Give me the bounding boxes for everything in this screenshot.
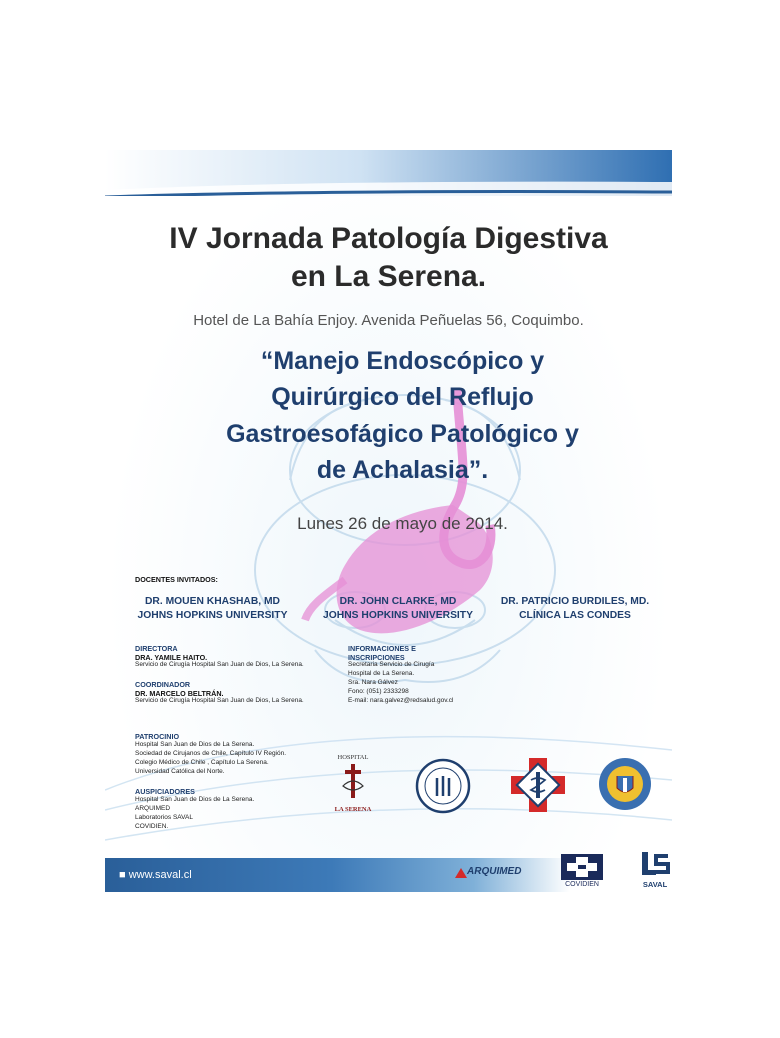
coordinador-detail: Servicio de Cirugía Hospital San Juan de Dios, La Serena.: [135, 697, 304, 704]
informaciones-line-3: Sra. Nara Gálvez: [348, 679, 398, 686]
poster: [105, 150, 672, 892]
subtitle-line-1: “Manejo Endoscópico y: [260, 347, 545, 375]
arquimed-mark-icon: [455, 868, 467, 880]
hospital-logo-top-text: HOSPITAL: [337, 754, 369, 761]
docente-3-affiliation: CLÍNICA LAS CONDES: [519, 609, 631, 621]
event-date: Lunes 26 de mayo de 2014.: [297, 514, 508, 533]
auspiciadores-line-4: COVIDIEN.: [135, 823, 169, 830]
auspiciadores-label: AUSPICIADORES: [135, 787, 195, 796]
auspiciadores-line-1: Hospital San Juan de Dios de La Serena.: [135, 796, 255, 803]
docente-2-name: DR. JOHN CLARKE, MD: [339, 596, 457, 607]
covidien-text: COVIDIEN: [565, 881, 599, 888]
event-title-line-2: en La Serena.: [290, 260, 487, 293]
saval-mark-icon: [642, 852, 670, 878]
patrocinio-line-3: Colegio Médico de Chile , Capítulo La Serena.: [135, 759, 269, 766]
covidien-logo: [559, 854, 605, 892]
hospital-la-serena-logo: [333, 754, 373, 818]
informaciones-email: E-mail: nara.galvez@redsalud.gov.cl: [348, 697, 454, 704]
docentes-heading: DOCENTES INVITADOS:: [135, 575, 218, 584]
auspiciadores-line-2: ARQUIMED: [135, 805, 171, 812]
docente-3-name: DR. PATRICIO BURDILES, MD.: [500, 596, 650, 607]
informaciones-label-1: INFORMACIONES E: [348, 644, 416, 653]
auspiciadores-line-3: Laboratorios SAVAL: [135, 814, 193, 821]
subtitle-line-4: de Achalasia”.: [316, 456, 489, 484]
docente-3: [485, 595, 665, 622]
hospital-cross-icon: [341, 764, 365, 804]
patrocinio-label: PATROCINIO: [135, 732, 180, 741]
colegio-medico-cross-icon: [509, 756, 567, 814]
coordinador-label: COORDINADOR: [135, 680, 191, 689]
saval-text: SAVAL: [642, 880, 668, 889]
coordinador-name: DR. MARCELO BELTRÁN.: [135, 689, 224, 698]
directora-name: DRA. YAMILE HAITO.: [135, 653, 208, 662]
docente-1-name: DR. MOUEN KHASHAB, MD: [144, 596, 280, 607]
sociedad-cirujanos-seal-icon: [415, 758, 471, 814]
directora-detail: Servicio de Cirugía Hospital San Juan de Dios, La Serena.: [135, 661, 304, 668]
informaciones-line-4: Fono: (051) 2333298: [348, 688, 409, 695]
footer-url[interactable]: ■ www.saval.cl: [119, 869, 192, 881]
saval-logo: [638, 852, 672, 892]
patrocinio-line-1: Hospital San Juan de Dios de La Serena.: [135, 741, 255, 748]
subtitle-line-3: Gastroesofágico Patológico y: [226, 420, 579, 448]
subtitle-line-2: Quirúrgico del Reflujo: [271, 383, 534, 411]
informaciones-line-2: Hospital de La Serena.: [348, 670, 415, 677]
informaciones-label-2: INSCRIPCIONES: [348, 653, 405, 662]
patrocinio-line-4: Universidad Católica del Norte.: [135, 768, 225, 775]
venue: Hotel de La Bahía Enjoy. Avenida Peñuelas 56, Coquimbo.: [193, 312, 584, 329]
hospital-logo-bottom-text: LA SERENA: [334, 806, 372, 813]
universidad-catolica-seal-icon: [598, 756, 652, 812]
covidien-cross-icon: [559, 854, 605, 880]
arquimed-text: ARQUIMED: [467, 866, 522, 877]
arquimed-logo: [455, 866, 527, 882]
patrocinio-line-2: Sociedad de Cirujanos de Chile, Capítulo IV Región.: [135, 750, 287, 757]
docente-1-affiliation: JOHNS HOPKINS UNIVERSITY: [137, 609, 288, 621]
directora-label: DIRECTORA: [135, 644, 178, 653]
docente-2-affiliation: JOHNS HOPKINS UNIVERSITY: [323, 609, 473, 621]
docente-2: [313, 595, 483, 622]
event-title-line-1: IV Jornada Patología Digestiva: [169, 222, 608, 255]
docente-1: [125, 595, 300, 622]
informaciones-line-1: Secretaria Servicio de Cirugía: [348, 661, 435, 668]
